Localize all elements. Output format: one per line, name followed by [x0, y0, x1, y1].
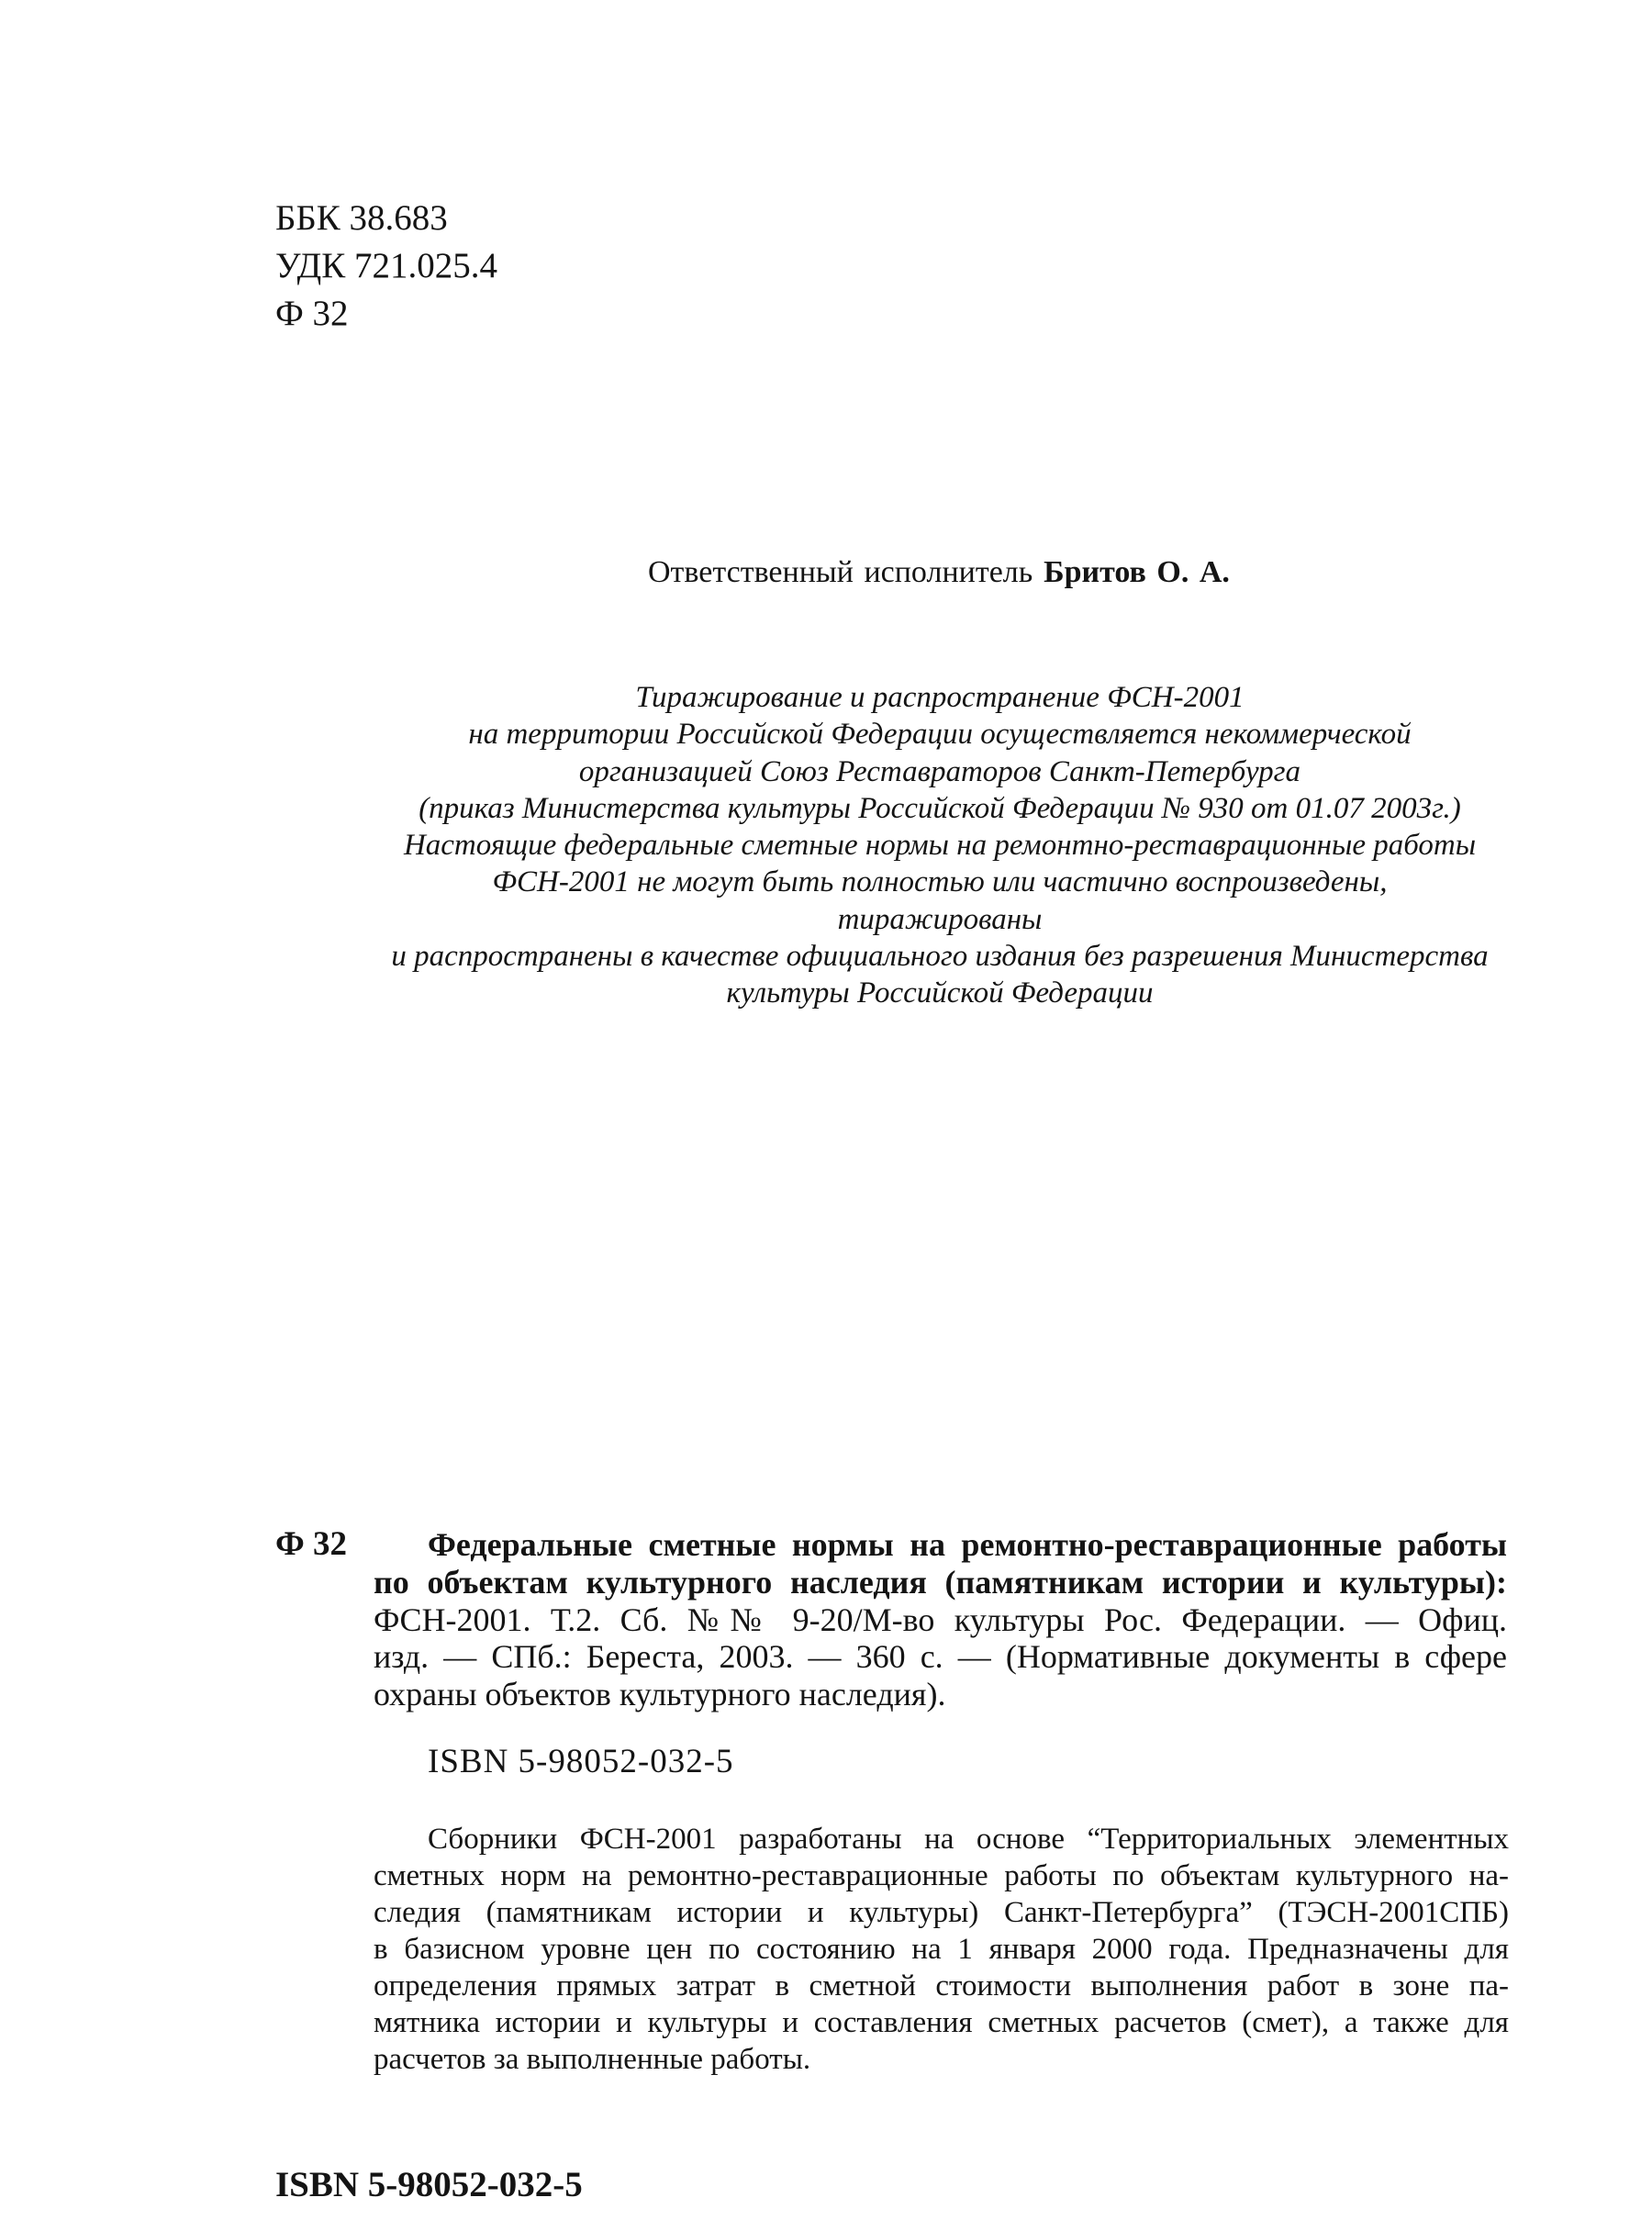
- responsible-executor: [648, 554, 1230, 591]
- entry-imprint-line: изд. — СПб.: Береста, 2003. — 360 с. — (Нормативные документы в сфере: [374, 1638, 1507, 1676]
- notice-line: и распространены в качестве официального издания без разрешения Министерства: [391, 940, 1489, 974]
- udk-code: УДК 721.025.4: [275, 246, 498, 285]
- annotation: [374, 1821, 1509, 2078]
- annotation-line: мятника истории и культуры и составления сметных расчетов (смет), а также для: [374, 2006, 1509, 2039]
- notice-line: Тиражирование и распространение ФСН-2001: [635, 681, 1245, 714]
- notice-line: культуры Российской Федерации: [726, 976, 1154, 1010]
- responsible-label: Ответственный исполнитель: [648, 555, 1033, 589]
- annotation-line: следия (памятникам истории и культуры) Санкт-Петербурга” (ТЭСН-2001СПБ): [374, 1896, 1509, 1929]
- footer-isbn: ISBN 5-98052-032-5: [275, 2165, 583, 2204]
- annotation-line: сметных норм на ремонтно-реставрационные работы по объектам культурного на-: [374, 1859, 1509, 1892]
- responsible-name: Бритов О. А.: [1044, 555, 1230, 589]
- notice-line: на территории Российской Федерации осуществляется некоммерческой: [468, 718, 1412, 752]
- notice-line: организацией Союз Реставраторов Санкт-Петербурга: [578, 754, 1301, 788]
- entry-imprint-line: охраны объектов культурного наследия).: [374, 1676, 946, 1713]
- classification-block: [275, 195, 497, 338]
- catalog-entry: [374, 1526, 1507, 1713]
- notice-line: Настоящие федеральные сметные нормы на ремонтно-реставрационные работы: [403, 829, 1477, 863]
- annotation-line: Сборники ФСН-2001 разработаны на основе “Территориальных элементных: [428, 1823, 1509, 1856]
- entry-imprint-line: ФСН-2001. Т.2. Сб. №№ 9-20/М-во культуры Рос. Федерации. — Офиц.: [374, 1601, 1507, 1638]
- annotation-line: определения прямых затрат в сметной стоимости выполнения работ в зоне па-: [374, 1969, 1509, 2002]
- annotation-line: в базисном уровне цен по состоянию на 1 января 2000 года. Предназначены для: [374, 1933, 1509, 1966]
- entry-isbn: ISBN 5-98052-032-5: [428, 1743, 734, 1780]
- author-mark: Ф 32: [275, 294, 349, 333]
- notice-line: (приказ Министерства культуры Российской Федерации № 930 от 01.07 2003г.): [419, 791, 1461, 825]
- entry-title-line: Федеральные сметные нормы на ремонтно-реставрационные работы: [428, 1526, 1507, 1563]
- entry-author-mark: Ф 32: [275, 1525, 348, 1563]
- entry-title-line: по объектам культурного наследия (памятникам истории и культуры):: [374, 1563, 1507, 1601]
- notice-line: ФСН-2001 не могут быть полностью или частично воспроизведены, тиражированы: [492, 865, 1388, 936]
- bbk-code: ББК 38.683: [275, 198, 448, 238]
- annotation-line: расчетов за выполненные работы.: [374, 2043, 811, 2076]
- distribution-notice: [389, 679, 1490, 1012]
